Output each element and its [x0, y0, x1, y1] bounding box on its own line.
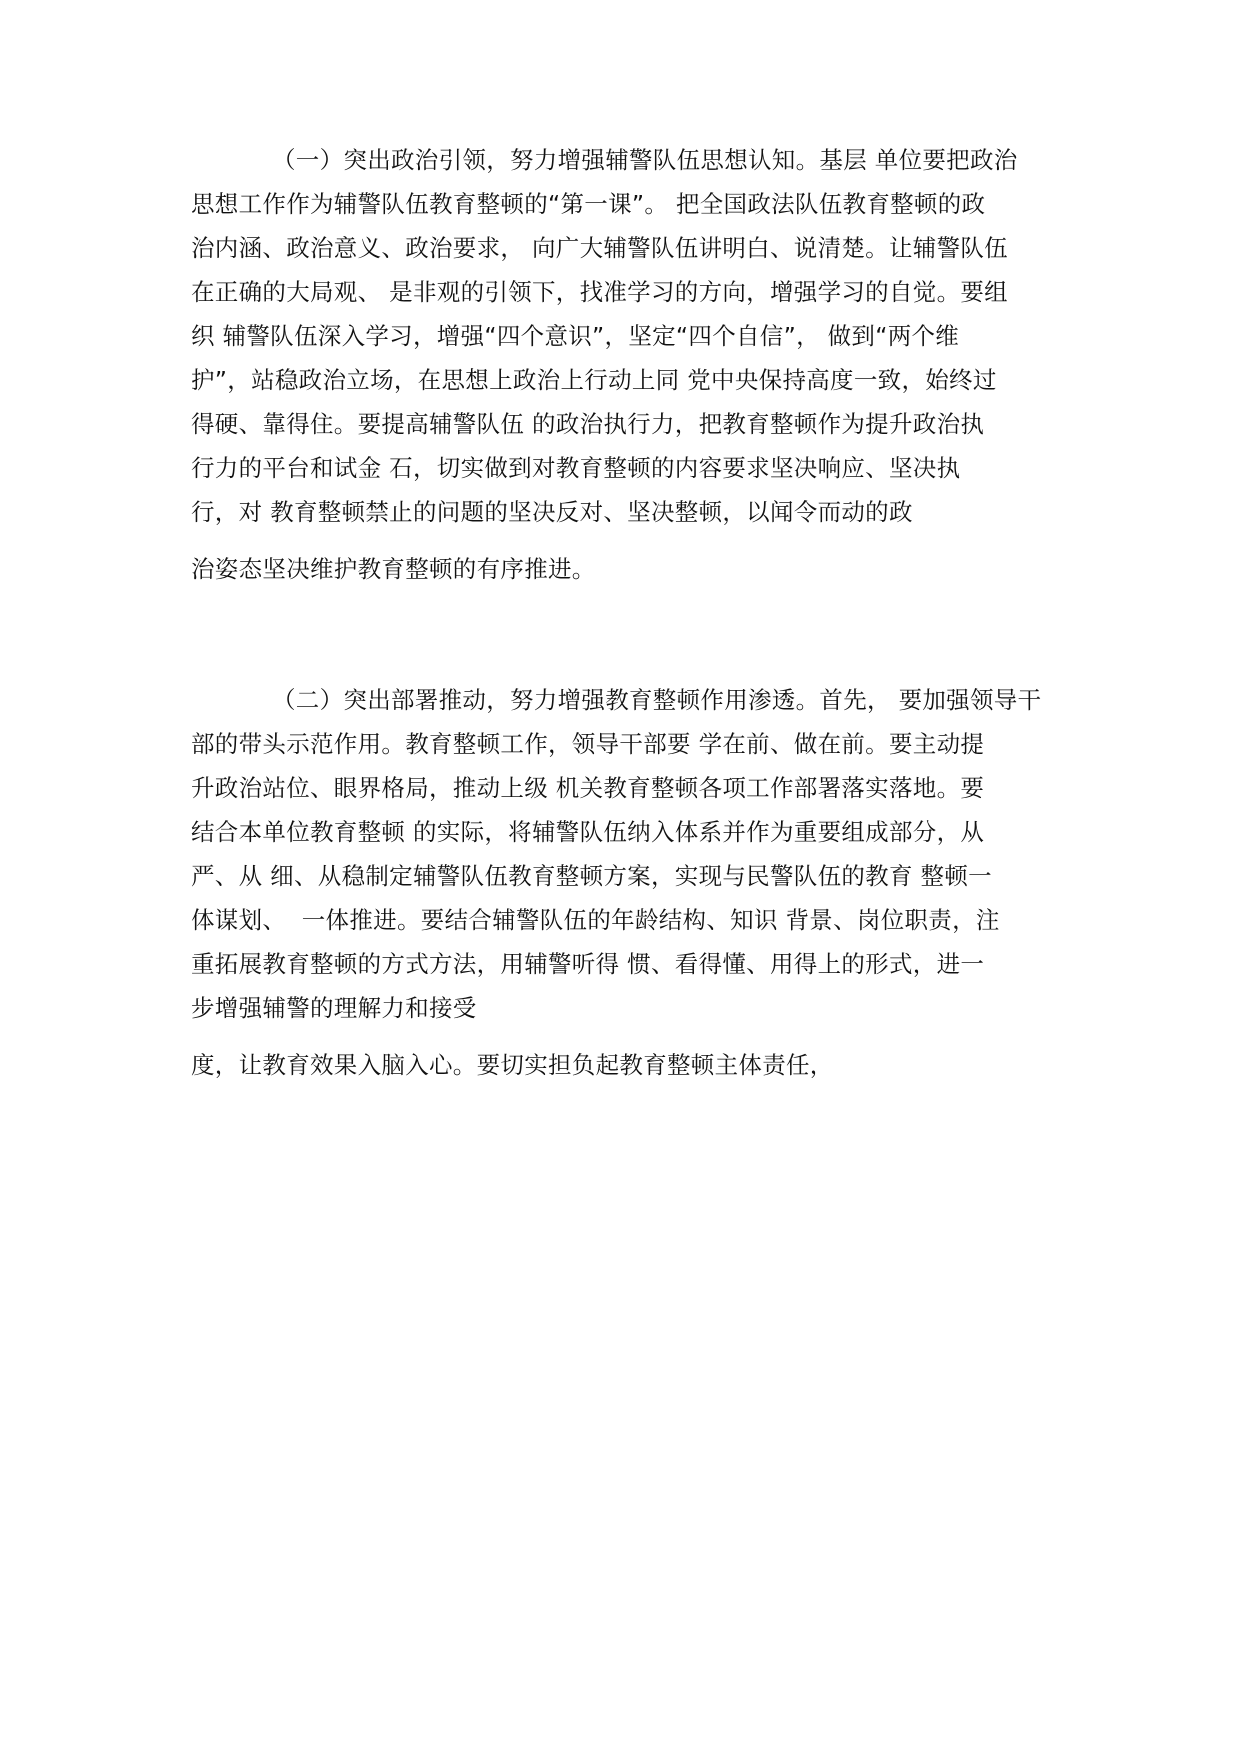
paragraph-line: 度，让教育效果入脑入心。要切实担负起教育整顿主体责任，	[191, 1051, 834, 1079]
paragraph-line: （一）突出政治引领，努力增强辅警队伍思想认知。基层 单位要把政治	[272, 146, 1018, 174]
paragraph-line: 行力的平台和试金 石，切实做到对教育整顿的内容要求坚决响应、坚决执	[191, 454, 961, 482]
paragraph-line: 行，对 教育整顿禁止的问题的坚决反对、坚决整顿，以闻令而动的政	[191, 498, 913, 526]
paragraph-line: 升政治站位、眼界格局，推动上级 机关教育整顿各项工作部署落实落地。要	[191, 774, 985, 802]
paragraph-line: 严、从 细、从稳制定辅警队伍教育整顿方案，实现与民警队伍的教育 整顿一	[191, 862, 992, 890]
paragraph-line: 在正确的大局观、 是非观的引领下，找准学习的方向，增强学习的自觉。要组	[191, 278, 1008, 306]
paragraph-line: 得硬、靠得住。要提高辅警队伍 的政治执行力，把教育整顿作为提升政治执	[191, 410, 985, 438]
paragraph-line: 思想工作作为辅警队伍教育整顿的“第一课”。 把全国政法队伍教育整顿的政	[191, 190, 986, 218]
paragraph-line: 护”，站稳政治立场，在思想上政治上行动上同 党中央保持高度一致，始终过	[191, 366, 997, 394]
paragraph-line: 治姿态坚决维护教育整顿的有序推进。	[191, 555, 596, 583]
paragraph-line: （二）突出部署推动，努力增强教育整顿作用渗透。首先， 要加强领导干	[272, 686, 1042, 714]
paragraph-line: 治内涵、政治意义、政治要求， 向广大辅警队伍讲明白、说清楚。让辅警队伍	[191, 234, 1008, 262]
paragraph-line: 步增强辅警的理解力和接受	[191, 994, 477, 1022]
paragraph-line: 体谋划、 一体推进。要结合辅警队伍的年龄结构、知识 背景、岗位职责，注	[191, 906, 1000, 934]
paragraph-line: 结合本单位教育整顿 的实际，将辅警队伍纳入体系并作为重要组成部分，从	[191, 818, 985, 846]
paragraph-line: 部的带头示范作用。教育整顿工作，领导干部要 学在前、做在前。要主动提	[191, 730, 985, 758]
paragraph-line: 重拓展教育整顿的方式方法，用辅警听得 惯、看得懂、用得上的形式，进一	[191, 950, 985, 978]
paragraph-line: 织 辅警队伍深入学习，增强“四个意识”，坚定“四个自信”， 做到“两个维	[191, 322, 960, 350]
